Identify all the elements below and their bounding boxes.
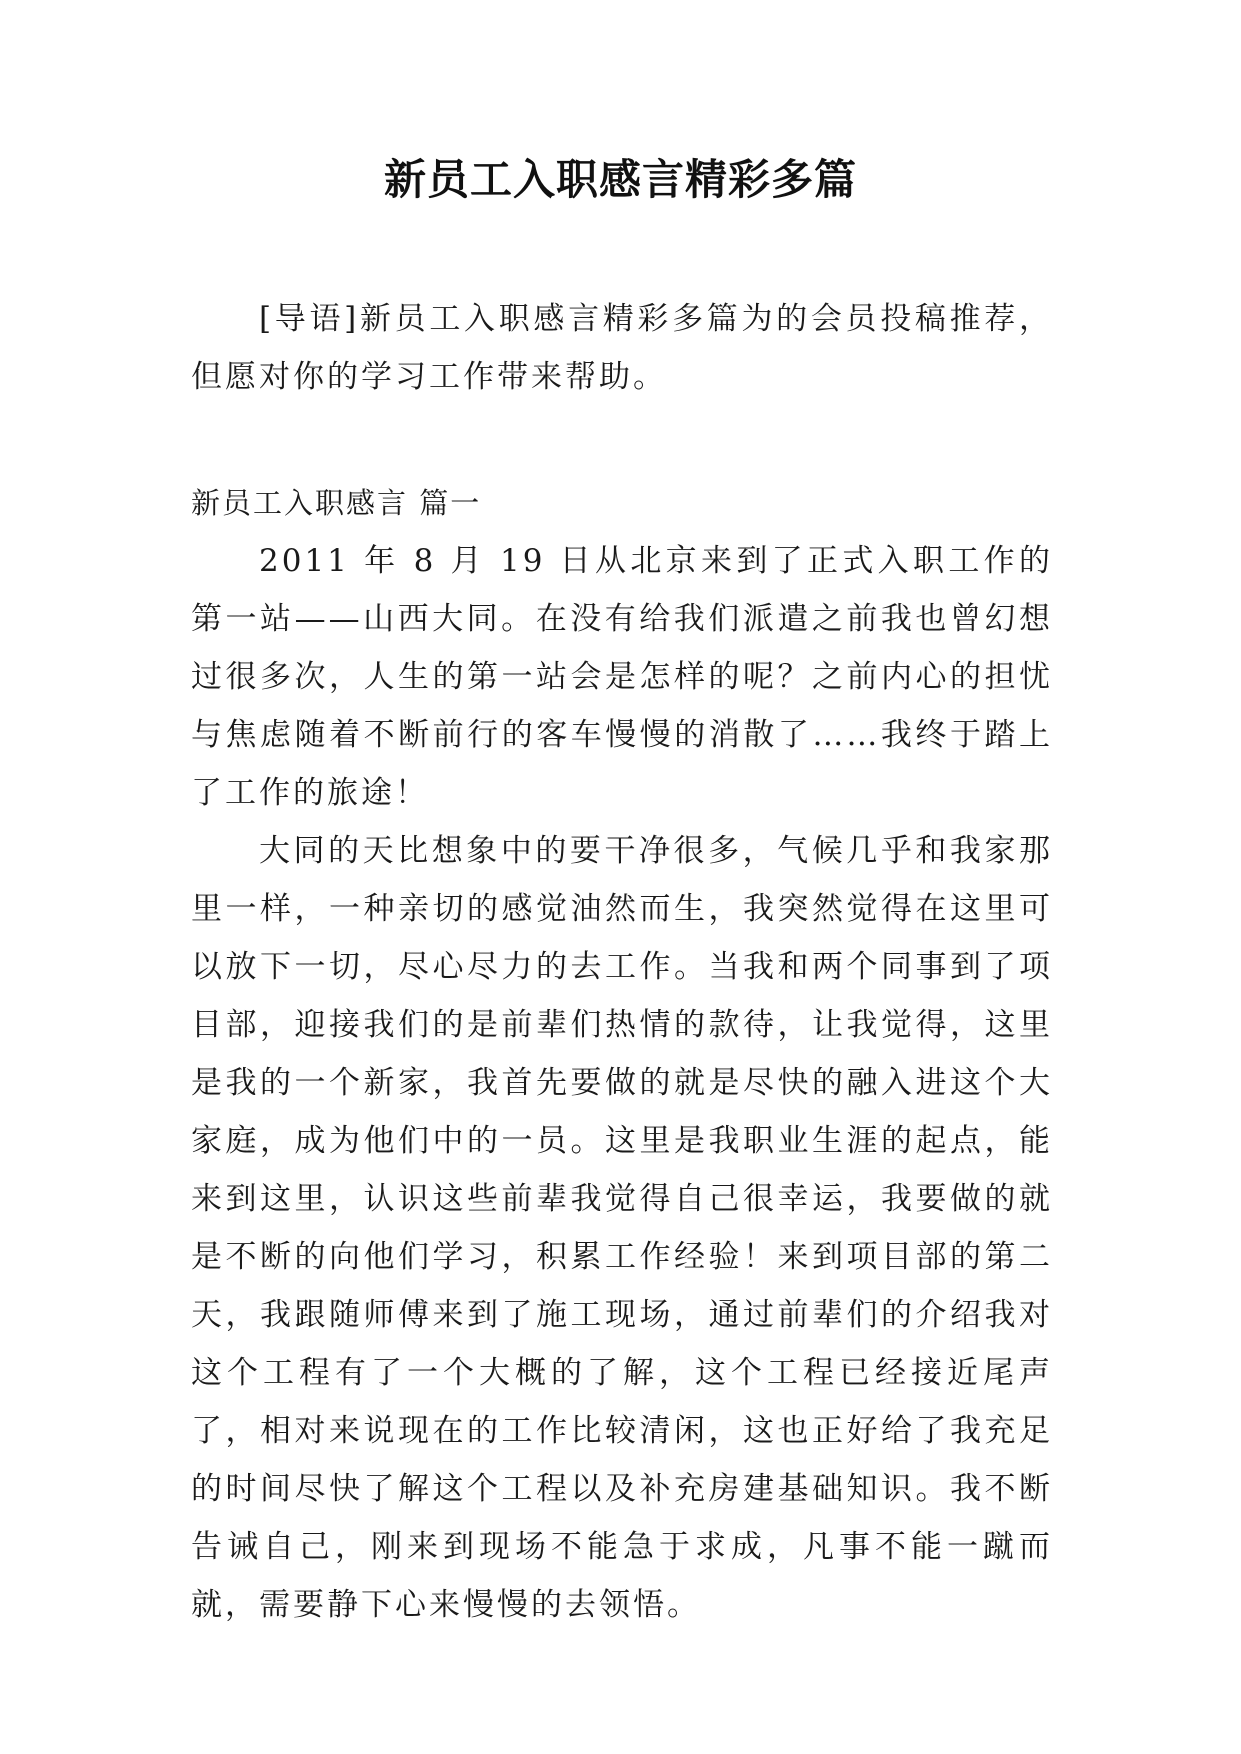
body-paragraph-2: 大同的天比想象中的要干净很多，气候几乎和我家那里一样，一种亲切的感觉油然而生，我突然觉得在这里可以放下一切，尽心尽力的去工作。当我和两个同事到了项目部，迎接我们的是前辈们热情的款待，让我觉得，这里是我的一个新家，我首先要做的就是尽快的融入进这个大家庭，成为他们中的一员。这里是我职业生涯的起点，能来到这里，认识这些前辈我觉得自己很幸运，我要做的就是不断的向他们学习，积累工作经验！来到项目部的第二天，我跟随师傅来到了施工现场，通过前辈们的介绍我对这个工程有了一个大概的了解，这个工程已经接近尾声了，相对来说现在的工作比较清闲，这也正好给了我充足的时间尽快了解这个工程以及补充房建基础知识。我不断告诫自己，刚来到现场不能急于求成，凡事不能一蹴而就，需要静下心来慢慢的去领悟。 — [191, 833, 1053, 1623]
section-heading: 新员工入职感言 篇一 — [191, 486, 482, 520]
body-paragraph-1: 2011 年 8 月 19 日从北京来到了正式入职工作的第一站——山西大同。在没有给我们派遣之前我也曾幻想过很多次，人生的第一站会是怎样的呢？之前内心的担忧与焦虑随着不断前行的客车慢慢的消散了……我终于踏上了工作的旅途！ — [191, 543, 1053, 811]
document-body — [191, 290, 1053, 1634]
intro-paragraph: [导语]新员工入职感言精彩多篇为的会员投稿推荐，但愿对你的学习工作带来帮助。 — [191, 301, 1053, 395]
document-title: 新员工入职感言精彩多篇 — [383, 155, 857, 204]
